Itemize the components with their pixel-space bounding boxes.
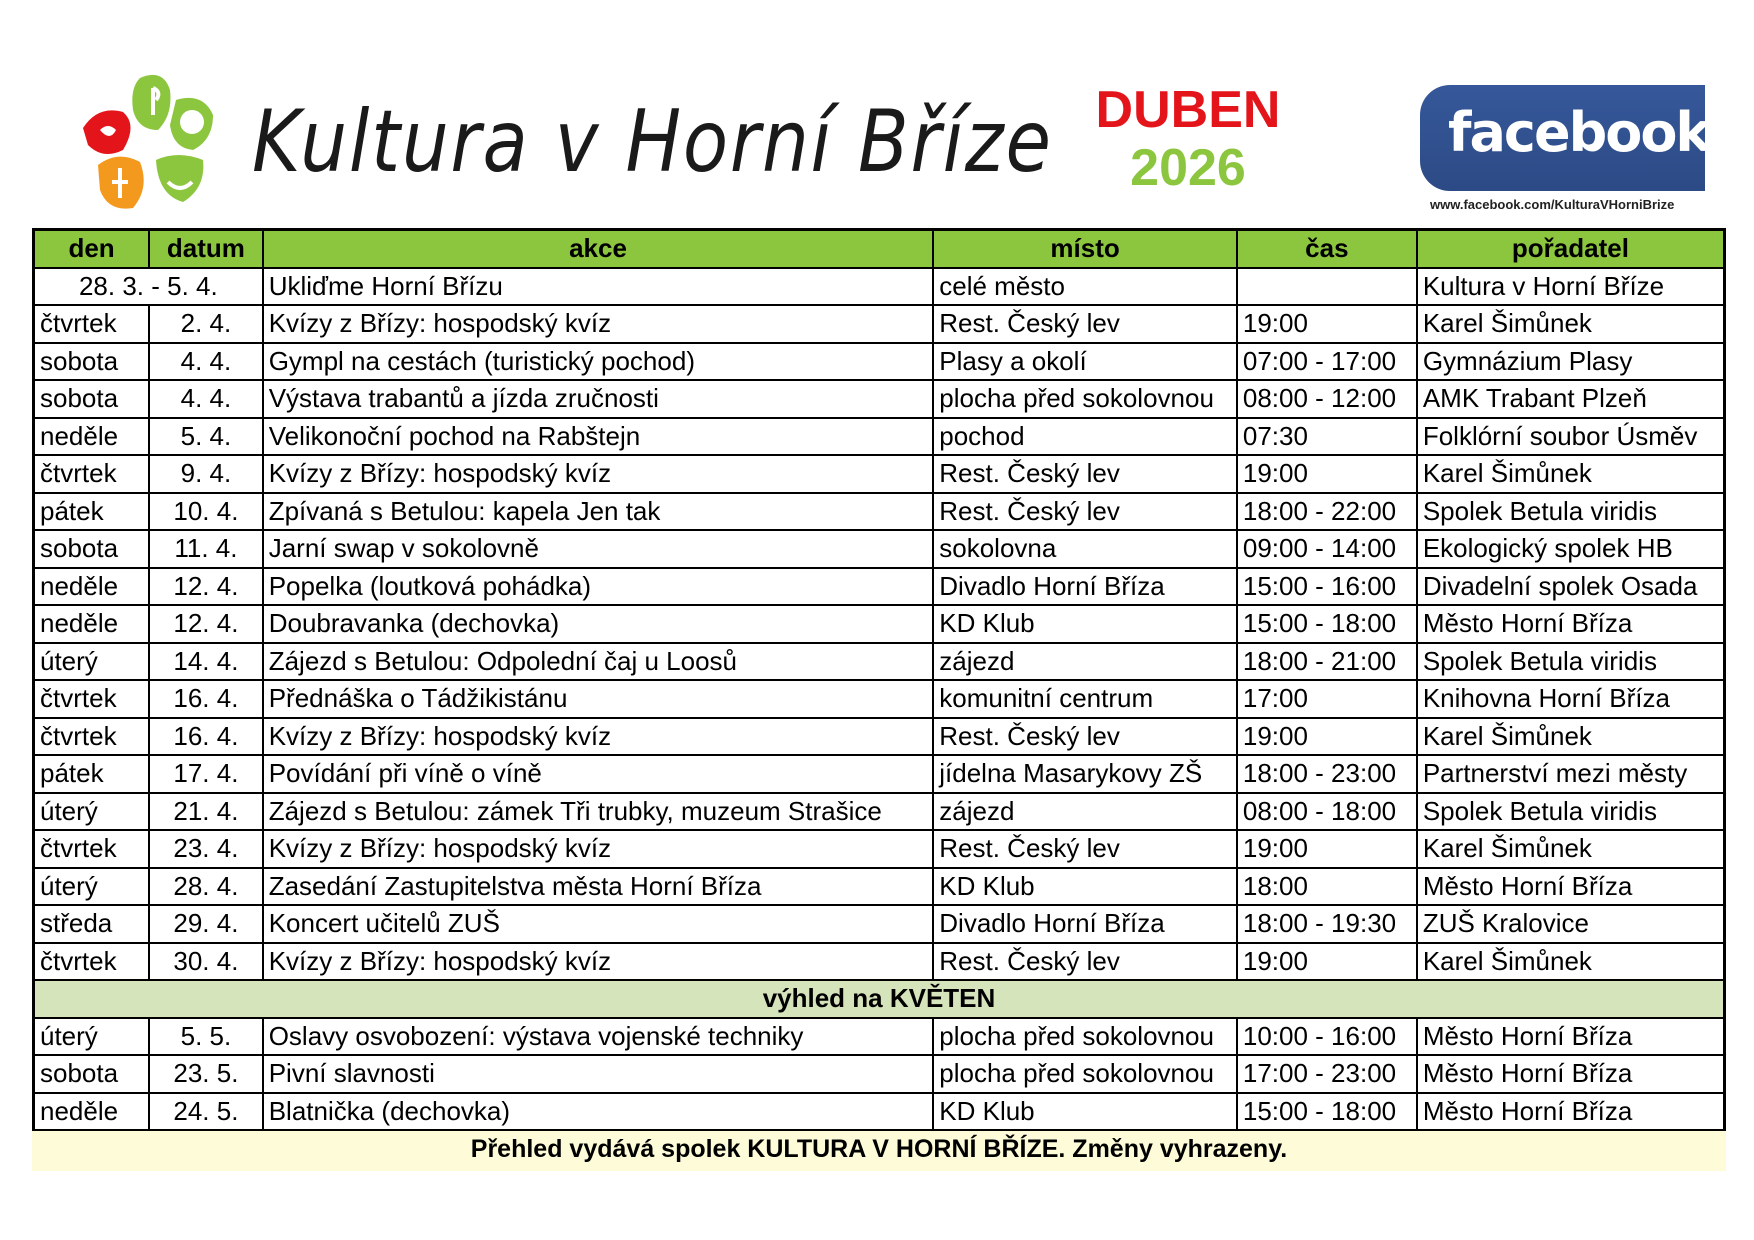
cell-den: středa [34,905,150,943]
cell-datum: 30. 4. [149,943,263,981]
cell-akce: Zájezd s Betulou: Odpolední čaj u Loosů [263,643,934,681]
cell-poradatel: Spolek Betula viridis [1417,793,1725,831]
cell-poradatel: Divadelní spolek Osada [1417,568,1725,606]
cell-akce: Gympl na cestách (turistický pochod) [263,343,934,381]
cell-datum: 9. 4. [149,455,263,493]
table-row [34,268,1725,306]
cell-datum: 12. 4. [149,568,263,606]
cell-misto: plocha před sokolovnou [933,1055,1237,1093]
table-row [34,793,1725,831]
cell-cas: 10:00 - 16:00 [1237,1018,1417,1056]
brand-title: Kultura v Horní Bříze [252,92,1053,192]
table-row [34,1018,1725,1056]
cell-misto: Rest. Český lev [933,943,1237,981]
facebook-badge[interactable] [1420,85,1720,218]
cell-cas: 18:00 - 22:00 [1237,493,1417,531]
cell-datum: 17. 4. [149,755,263,793]
cell-cas: 19:00 [1237,455,1417,493]
cell-date-range: 28. 3. - 5. 4. [34,268,263,306]
cell-poradatel: Město Horní Bříza [1417,1093,1725,1131]
table-row [34,1093,1725,1131]
cell-misto: plocha před sokolovnou [933,380,1237,418]
cell-misto: Rest. Český lev [933,305,1237,343]
cell-misto: Plasy a okolí [933,343,1237,381]
column-header-cas: čas [1237,230,1417,268]
cell-cas: 18:00 - 21:00 [1237,643,1417,681]
cell-cas [1237,268,1417,306]
cell-den: neděle [34,418,150,456]
cell-datum: 2. 4. [149,305,263,343]
table-row [34,530,1725,568]
cell-akce: Blatnička (dechovka) [263,1093,934,1131]
cell-cas: 17:00 [1237,680,1417,718]
cell-akce: Ukliďme Horní Břízu [263,268,934,306]
table-row [34,568,1725,606]
cell-cas: 07:00 - 17:00 [1237,343,1417,381]
cell-den: čtvrtek [34,305,150,343]
facebook-logo-box [1420,85,1720,191]
cell-cas: 07:30 [1237,418,1417,456]
footer-note: Přehled vydává spolek KULTURA V HORNÍ BŘÍZE. Změny vyhrazeny. [32,1131,1726,1171]
table-row [34,418,1725,456]
cell-datum: 5. 4. [149,418,263,456]
column-header-misto: místo [933,230,1237,268]
cell-datum: 29. 4. [149,905,263,943]
cell-poradatel: Karel Šimůnek [1417,830,1725,868]
cell-poradatel: Karel Šimůnek [1417,718,1725,756]
cell-akce: Přednáška o Tádžikistánu [263,680,934,718]
cell-akce: Kvízy z Břízy: hospodský kvíz [263,718,934,756]
cell-datum: 11. 4. [149,530,263,568]
cell-misto: Rest. Český lev [933,493,1237,531]
cell-datum: 16. 4. [149,680,263,718]
cell-poradatel: Karel Šimůnek [1417,943,1725,981]
cell-den: čtvrtek [34,830,150,868]
table-row [34,455,1725,493]
cell-misto: Rest. Český lev [933,455,1237,493]
table-row [34,868,1725,906]
facebook-url[interactable]: www.facebook.com/KulturaVHorniBrize [1430,197,1675,212]
cell-den: sobota [34,343,150,381]
cell-den: čtvrtek [34,943,150,981]
cell-misto: plocha před sokolovnou [933,1018,1237,1056]
cell-datum: 10. 4. [149,493,263,531]
cell-cas: 09:00 - 14:00 [1237,530,1417,568]
cell-poradatel: Město Horní Bříza [1417,1018,1725,1056]
cell-datum: 16. 4. [149,718,263,756]
column-header-akce: akce [263,230,934,268]
section-label: výhled na KVĚTEN [34,980,1725,1018]
cell-cas: 15:00 - 18:00 [1237,1093,1417,1131]
cell-poradatel: AMK Trabant Plzeň [1417,380,1725,418]
cell-misto: zájezd [933,793,1237,831]
cell-datum: 4. 4. [149,343,263,381]
cell-misto: KD Klub [933,605,1237,643]
cell-akce: Kvízy z Břízy: hospodský kvíz [263,943,934,981]
cell-poradatel: Karel Šimůnek [1417,455,1725,493]
cell-misto: Divadlo Horní Bříza [933,905,1237,943]
cell-den: čtvrtek [34,718,150,756]
cell-misto: Divadlo Horní Bříza [933,568,1237,606]
cell-akce: Pivní slavnosti [263,1055,934,1093]
table-row [34,718,1725,756]
cell-misto: jídelna Masarykovy ZŠ [933,755,1237,793]
cell-misto: celé město [933,268,1237,306]
cell-poradatel: Gymnázium Plasy [1417,343,1725,381]
cell-akce: Zájezd s Betulou: zámek Tři trubky, muzeum Strašice [263,793,934,831]
cell-den: sobota [34,380,150,418]
cell-akce: Doubravanka (dechovka) [263,605,934,643]
column-header-datum: datum [149,230,263,268]
cell-den: pátek [34,755,150,793]
cell-akce: Jarní swap v sokolovně [263,530,934,568]
cell-misto: Rest. Český lev [933,830,1237,868]
table-row [34,1055,1725,1093]
cell-poradatel: Ekologický spolek HB [1417,530,1725,568]
cell-cas: 08:00 - 12:00 [1237,380,1417,418]
cell-cas: 08:00 - 18:00 [1237,793,1417,831]
cell-akce: Oslavy osvobození: výstava vojenské techniky [263,1018,934,1056]
cell-den: neděle [34,1093,150,1131]
table-row [34,605,1725,643]
cell-cas: 15:00 - 16:00 [1237,568,1417,606]
cell-cas: 19:00 [1237,718,1417,756]
cell-datum: 4. 4. [149,380,263,418]
cell-poradatel: Město Horní Bříza [1417,1055,1725,1093]
cell-poradatel: Kultura v Horní Bříze [1417,268,1725,306]
cell-datum: 28. 4. [149,868,263,906]
cell-misto: Rest. Český lev [933,718,1237,756]
cell-poradatel: Karel Šimůnek [1417,305,1725,343]
cell-datum: 23. 4. [149,830,263,868]
cell-datum: 21. 4. [149,793,263,831]
cell-den: úterý [34,793,150,831]
table-row [34,305,1725,343]
cell-cas: 19:00 [1237,830,1417,868]
cell-akce: Kvízy z Břízy: hospodský kvíz [263,455,934,493]
cell-misto: KD Klub [933,868,1237,906]
cell-cas: 15:00 - 18:00 [1237,605,1417,643]
cell-den: čtvrtek [34,680,150,718]
cell-misto: pochod [933,418,1237,456]
cell-den: úterý [34,1018,150,1056]
table-row [34,905,1725,943]
cell-datum: 14. 4. [149,643,263,681]
cell-poradatel: Spolek Betula viridis [1417,493,1725,531]
cell-den: pátek [34,493,150,531]
cell-den: čtvrtek [34,455,150,493]
cell-poradatel: ZUŠ Kralovice [1417,905,1725,943]
cell-poradatel: Město Horní Bříza [1417,605,1725,643]
table-row [34,680,1725,718]
cell-misto: sokolovna [933,530,1237,568]
cell-cas: 17:00 - 23:00 [1237,1055,1417,1093]
cell-akce: Povídání při víně o víně [263,755,934,793]
kultura-logo [78,70,228,215]
cell-datum: 24. 5. [149,1093,263,1131]
cell-poradatel: Folklórní soubor Úsměv [1417,418,1725,456]
cell-akce: Koncert učitelů ZUŠ [263,905,934,943]
events-body [34,268,1725,1131]
month-block [1058,82,1318,198]
cell-datum: 23. 5. [149,1055,263,1093]
cell-misto: zájezd [933,643,1237,681]
table-row [34,343,1725,381]
year-label: 2026 [1130,139,1246,197]
table-row [34,380,1725,418]
cell-den: neděle [34,605,150,643]
facebook-logo: facebook® [1448,101,1720,164]
cell-misto: KD Klub [933,1093,1237,1131]
cell-cas: 18:00 - 19:30 [1237,905,1417,943]
cell-akce: Popelka (loutková pohádka) [263,568,934,606]
cell-den: sobota [34,1055,150,1093]
cell-cas: 19:00 [1237,943,1417,981]
cell-poradatel: Město Horní Bříza [1417,868,1725,906]
cell-den: úterý [34,643,150,681]
cell-cas: 19:00 [1237,305,1417,343]
cell-akce: Kvízy z Břízy: hospodský kvíz [263,305,934,343]
events-table [32,228,1726,1132]
table-row [34,493,1725,531]
cell-akce: Kvízy z Břízy: hospodský kvíz [263,830,934,868]
cell-akce: Zpívaná s Betulou: kapela Jen tak [263,493,934,531]
cell-cas: 18:00 [1237,868,1417,906]
cell-akce: Výstava trabantů a jízda zručnosti [263,380,934,418]
cell-den: neděle [34,568,150,606]
column-header-poradatel: pořadatel [1417,230,1725,268]
table-header-row [34,230,1725,268]
cell-poradatel: Knihovna Horní Bříza [1417,680,1725,718]
column-header-den: den [34,230,150,268]
cell-datum: 5. 5. [149,1018,263,1056]
cell-misto: komunitní centrum [933,680,1237,718]
table-row [34,643,1725,681]
cell-akce: Zasedání Zastupitelstva města Horní Bříza [263,868,934,906]
cell-den: sobota [34,530,150,568]
cell-akce: Velikonoční pochod na Rabštejn [263,418,934,456]
cell-poradatel: Spolek Betula viridis [1417,643,1725,681]
cell-cas: 18:00 - 23:00 [1237,755,1417,793]
table-row [34,755,1725,793]
cell-datum: 12. 4. [149,605,263,643]
cell-poradatel: Partnerství mezi městy [1417,755,1725,793]
table-row [34,943,1725,981]
month-label: DUBEN [1095,81,1281,139]
table-row [34,830,1725,868]
section-row-outlook [34,980,1725,1018]
cell-den: úterý [34,868,150,906]
